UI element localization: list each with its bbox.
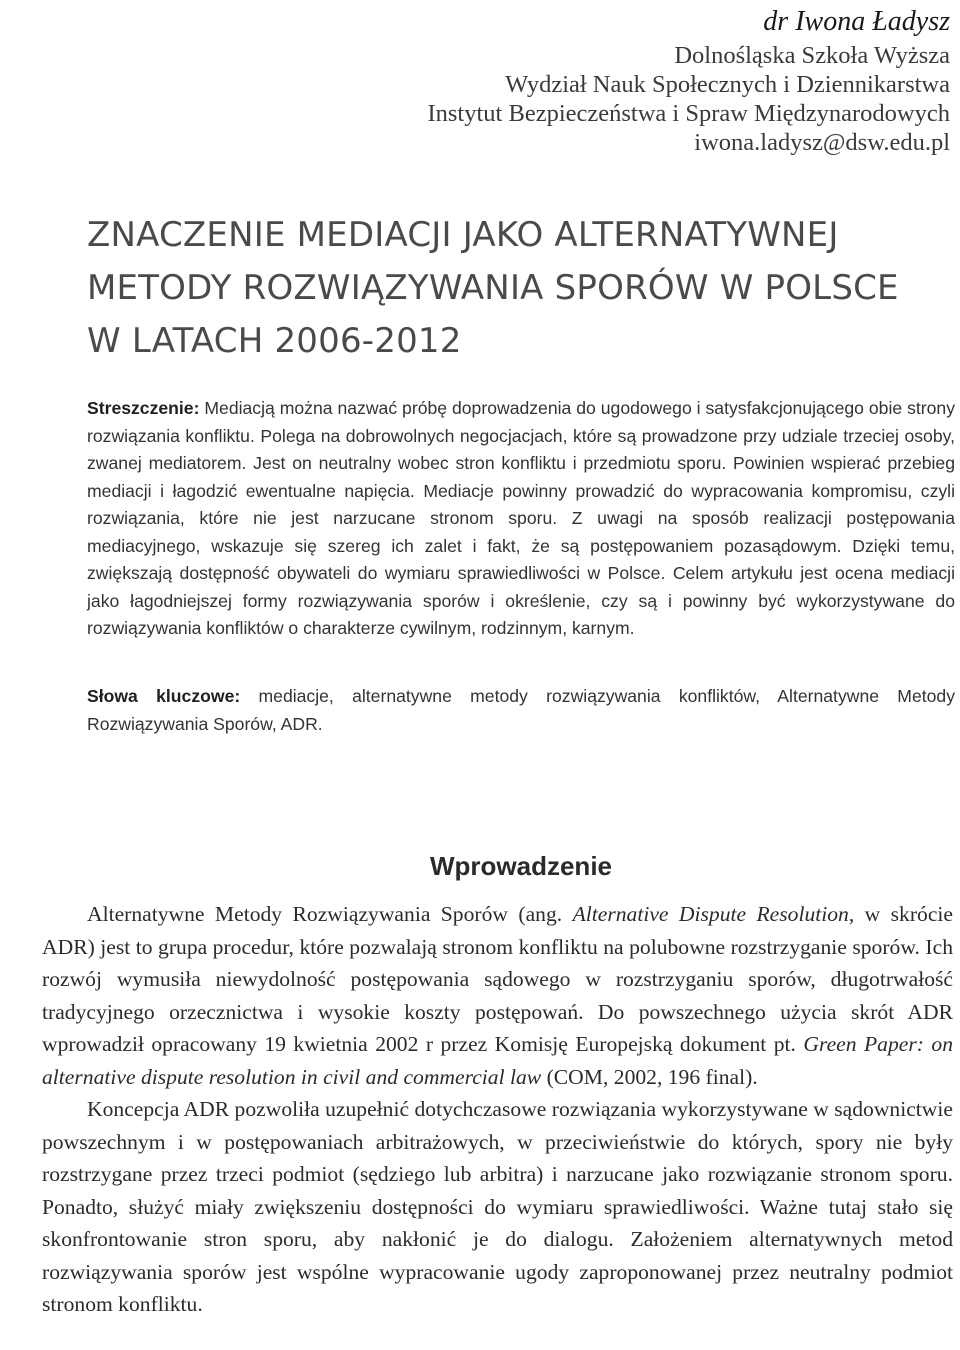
keywords: [87, 682, 955, 738]
section-heading: Wprowadzenie: [429, 850, 612, 881]
p1-italic-doc-title: Green Paper: on alternative dispute resolution in civil and commercial law: [42, 1032, 953, 1089]
title-line-1: ZNACZENIE MEDIACJI JAKO ALTERNATYWNEJ: [87, 214, 839, 255]
author-email[interactable]: iwona.ladysz@dsw.edu.pl: [694, 129, 950, 156]
keywords-text: mediacje, alternatywne metody rozwiązywania konfliktów, Alternatywne Metody Rozwiązywania Sporów, ADR.: [87, 686, 956, 734]
author-block: [427, 3, 950, 157]
author-name: dr Iwona Ładysz: [763, 6, 950, 37]
title-line-2: METODY ROZWIĄZYWANIA SPORÓW W POLSCE: [87, 267, 899, 308]
author-institution: Dolnośląska Szkoła Wyższa: [674, 42, 950, 69]
body-text: [42, 898, 953, 1321]
author-faculty: Wydział Nauk Społecznych i Dziennikarstwa: [505, 71, 950, 98]
body-paragraph-1: [42, 898, 953, 1093]
abstract-text: Mediacją można nazwać próbę doprowadzenia do ugodowego i satysfakcjonującego obie strony rozwiązania konfliktu. Polega na dobrowolnych negocjacjach, które są prowadzone przy udziale trzeciej osoby, zwanej mediatorem. Jest on neutralny wobec stron konfliktu i przedmiotu sporu. Powinien wspierać przebieg mediacji i łagodzić ewentualne napięcia. Mediacje powinny prowadzić do wypracowania kompromisu, czyli rozwiązania, które nie jest narzucane stronom sporu. Z uwagi na sposób realizacji postępowania mediacyjnego, wskazuje się szereg ich zalet i fakt, że są postępowaniem pozasądowym. Dzięki temu, zwiększają dostępność obywateli do wymiaru sprawiedliwości w Polsce. Celem artykułu jest ocena mediacji jako łagodniejszej formy rozwiązywania sporów i określenie, czy są i powinny być wykorzystywane do rozwiązywania konfliktów o charakterze cywilnym, rodzinnym, karnym.: [87, 398, 955, 638]
body-paragraph-2: Koncepcja ADR pozwoliła uzupełnić dotychczasowe rozwiązania wykorzystywane w sądownictwie powszechnym i w postępowaniach arbitrażowych, w przeciwieństwie do których, spory nie były rozstrzygane przez trzeci podmiot (sędziego lub arbitra) i narzucane jako rozwiązanie stronom sporu. Ponadto, służyć miały zwiększeniu dostępności do wymiaru sprawiedliwości. Ważne tutaj stało się skonfrontowanie stron sporu, aby nakłonić je do dialogu. Założeniem alternatywnych metod rozwiązywania sporów jest wspólne wypracowanie ugody zaproponowanej przez neutralny podmiot stronom konfliktu.: [42, 1097, 953, 1316]
p1-text-c: (COM, 2002, 196 final).: [541, 1064, 758, 1089]
article-title: [87, 209, 947, 368]
p1-text-b: , w skrócie ADR) jest to grupa procedur, które pozwalają stronom konfliktu na polubowne rozstrzyganie sporów. Ich rozwój wymusiła niewydolność postępowania sądowego w rozstrzyganiu sporów, długotrwałość tradycyjnego orzecznictwa i wysokie koszty postępowań. Do powszechnego użycia skrót ADR wprowadził opracowany 19 kwietnia 2002 r przez Komisję Europejską dokument pt.: [42, 902, 953, 1056]
p1-italic-term: Alternative Dispute Resolution: [572, 902, 849, 926]
abstract: [87, 395, 955, 643]
title-line-3: W LATACH 2006-2012: [87, 320, 462, 361]
abstract-label: Streszczenie:: [87, 398, 200, 418]
p1-text-a: Alternatywne Metody Rozwiązywania Sporów (ang.: [87, 902, 573, 926]
keywords-label: Słowa kluczowe:: [87, 686, 241, 706]
author-institute: Instytut Bezpieczeństwa i Spraw Międzynarodowych: [427, 100, 950, 127]
